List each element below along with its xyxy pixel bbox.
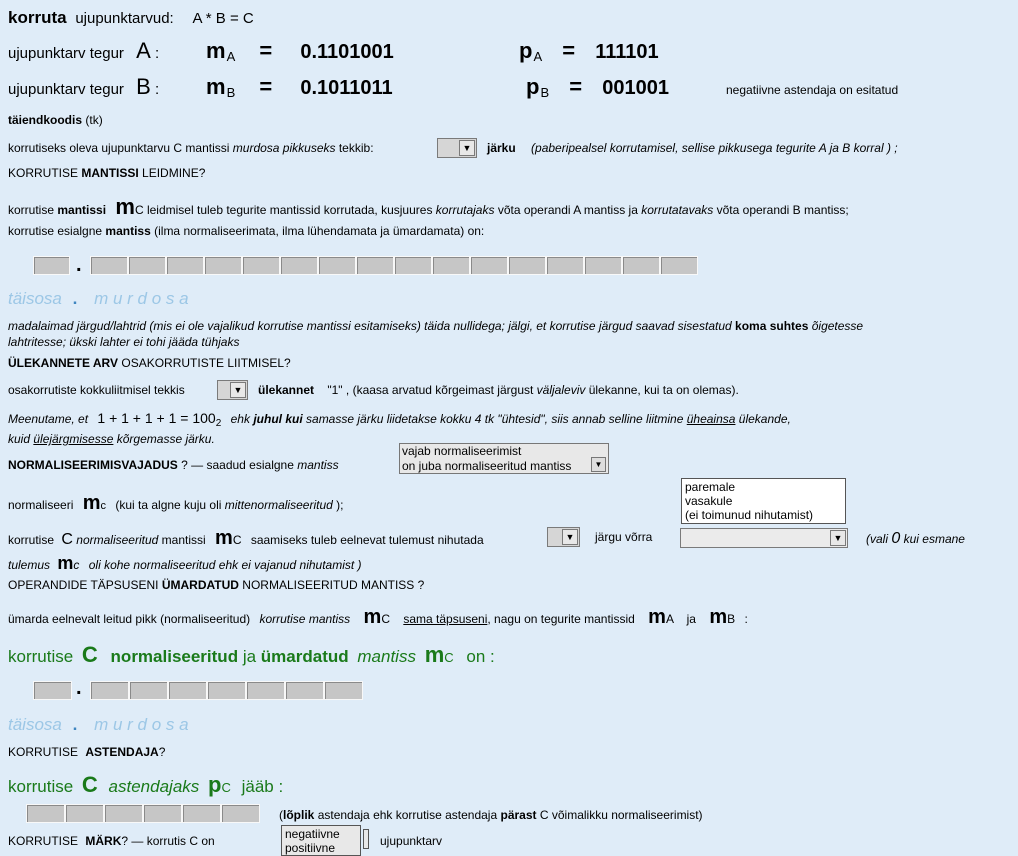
shift-mid: mantissi [161,533,206,547]
exponent-digit-cell[interactable] [143,804,182,823]
m-a-symbol: m [206,38,226,63]
ml2-t1: korrutise esialgne [8,224,103,238]
reminder-i1: Meenutame, et [8,412,89,426]
complement-bold: täiendkoodis [8,113,83,127]
shift-option-1[interactable]: vasakule [685,494,733,508]
m-a-sub: A [226,49,236,64]
p-a-value: 111101 [595,41,659,63]
shift-option-2[interactable]: (ei toimunud nihutamist) [685,508,814,522]
shift-C: C [61,531,73,548]
fraction-digit-cell[interactable] [394,256,432,275]
round-pre: OPERANDIDE TÄPSUSENI [8,578,159,592]
labels1 [8,289,189,309]
heading-pre: KORRUTISE [8,166,79,180]
roundl-ja: ja [686,612,696,626]
carry-post2: ülekanne, kui ta on olemas). [588,383,739,397]
carry-rest: OSAKORRUTISTE LIITMISEL? [121,356,291,370]
sign-pre: KORRUTISE [8,834,79,848]
re-t1: korrutise [8,777,74,796]
re-t3: jääb : [241,777,284,796]
p-b-eq: = [569,74,583,99]
fraction-length-select[interactable] [437,138,477,158]
roundl-mA: m [648,606,666,628]
sign-bold: MÄRK [85,834,122,848]
roundl-end: : [744,612,748,626]
fraction-length-mid: tekkib: [338,141,374,155]
title-ujupunktarvud: ujupunktarvud: [75,10,174,27]
p-a-eq: = [562,38,576,63]
sign-line [8,834,215,848]
fraction-digit-cell[interactable] [508,256,546,275]
reminder-i6: kõrgemasse järku. [116,432,215,446]
sign-select-scrollbar[interactable] [363,829,369,849]
fraction-digit-cell[interactable] [660,256,698,275]
exponent-digit-cell[interactable] [104,804,143,823]
sign-option-1[interactable]: positiivne [285,841,336,855]
factor-b-line [8,74,159,100]
rm-t3: ja [242,647,257,666]
fraction-digit-cell[interactable] [166,256,204,275]
shift-msub: C [232,533,242,547]
normalization-line [8,458,339,472]
shift-italic: normaliseeritud [76,533,159,547]
labels1-murdosa: m u r d o s a [94,289,189,308]
fraction-digit-cell[interactable] [90,256,128,275]
zeros-note-line2: lahtritesse; ükski lahter ei tohi jääda tühjaks [8,335,240,349]
mantissa-a [206,38,394,64]
fraction-digit-cell[interactable] [318,256,356,275]
exponent-a [519,38,659,64]
fraction-digit-cell[interactable] [356,256,394,275]
integer-digit-cell[interactable] [33,256,70,275]
fraction-digit-cell[interactable] [280,256,318,275]
normalization-italic: mantiss [297,458,339,472]
sign-post: ujupunktarv [380,834,443,848]
reminder-u1: üheainsa [686,412,736,426]
shift-m: m [215,527,233,549]
carry-one: "1" [327,383,343,397]
normalization-select[interactable] [399,443,609,474]
complement-rest: (tk) [85,113,103,127]
ml1-t3: võta operandi A mantiss ja [497,203,638,217]
normalize-line [8,492,343,515]
factor-a-colon: : [154,45,160,62]
section-round-heading [8,578,424,592]
title-formula: A * B = C [192,10,254,27]
shift-note-a: (vali [866,532,889,546]
heading-post: LEIDMINE? [142,166,206,180]
labels2-murdosa: m u r d o s a [94,715,189,734]
carry-italic: väljaleviv [536,383,586,397]
ml2-t2: (ilma normaliseerimata, ilma lühendamata ja ümardamata) on: [154,224,485,238]
m-a-value: 0.1101001 [300,41,394,63]
re-psub: C [221,780,231,795]
labels2-taisosa: täisosa [8,715,62,734]
chevron-down-icon[interactable]: ▼ [459,140,475,156]
shift-post: saamiseks tuleb eelnevat tulemust nihutada [250,533,484,547]
row2-dot: . [76,677,82,699]
exponent-digit-cell[interactable] [26,804,65,823]
fraction-length-pre: korrutiseks oleva ujupunktarvu C mantissi [8,141,230,155]
reminder-sum: 1 + 1 + 1 + 1 = 100 [97,410,216,426]
roundl-post: , nagu on tegurite mantissid [487,612,635,626]
m-b-symbol: m [206,74,226,99]
ml1-t2: leidmisel tuleb tegurite mantissid korrutada, kusjuures [146,203,433,217]
reminder-line1 [8,410,791,429]
result-exp-heading [8,772,283,798]
reminder-i4: ülekande, [738,412,791,426]
shift-note-b: kui esmane [903,532,965,546]
reminder-sub: 2 [215,418,222,429]
exponent-digit-cell[interactable] [65,804,104,823]
exp-note-t2: C võimalikku normaliseerimist) [539,808,703,822]
mantissa-b [206,74,393,100]
shift2-i1: tulemus [8,558,51,572]
fraction-length-post [487,141,898,155]
chevron-down-icon[interactable]: ▼ [830,530,846,546]
fraction-digit-cell[interactable] [246,681,285,700]
fraction-digit-cell[interactable] [622,256,660,275]
ml1-t1: korrutise [8,203,55,217]
chevron-down-icon[interactable]: ▼ [562,529,578,545]
carry-count-select[interactable] [217,380,248,400]
mantissa-line2 [8,224,484,238]
fraction-digit-cell[interactable] [168,681,207,700]
roundl-italic: korrutise mantiss [259,612,351,626]
factor-b-label: ujupunktarv tegur [8,81,124,98]
shift-note-zero: 0 [891,530,901,547]
factor-a-label: ujupunktarv tegur [8,45,124,62]
zeros-note-c: õigetesse [811,319,864,333]
ml1-m: m [115,194,135,219]
roundl-msub: C [381,612,390,626]
rm-t6: on : [466,647,495,666]
rm-msub: C [444,650,454,665]
exp-pre: KORRUTISE [8,745,79,759]
shift-note [866,530,965,548]
section-mantissa-heading [8,166,205,180]
factor-a-letter: A [136,38,151,63]
normalization-option-1[interactable]: on juba normaliseeritud mantiss [402,459,572,473]
shift-direction-select[interactable] [680,528,848,548]
integer-digit-cell[interactable] [33,681,72,700]
re-C: C [81,772,98,797]
labels2 [8,715,189,735]
p-b-sub: B [540,85,550,100]
factor-b-letter: B [136,74,151,99]
exp-note-open: ( [279,808,283,822]
p-b-value: 001001 [602,77,669,99]
roundl-underline: sama täpsuseni [403,612,488,626]
negative-exponent-note: negatiivne astendaja on esitatud [726,83,899,97]
reminder-line2 [8,432,215,446]
carry-line-pre: osakorrutiste kokkuliitmisel tekkis [8,383,185,397]
reminder-b1: juhul kui [253,412,303,426]
section-carry-heading [8,356,291,370]
carry-post: , (kaasa arvatud kõrgeimast järgust [345,383,534,397]
exponent-digit-cell[interactable] [221,804,260,823]
exp-note-b1: lõplik [283,808,315,822]
shift2-msub: c [73,558,80,572]
zeros-note-line1 [8,319,863,333]
carry-line-post [258,383,739,397]
zeros-note-b: koma suhtes [735,319,809,333]
m-b-eq: = [259,74,273,99]
fraction-digit-cell[interactable] [128,256,166,275]
fraction-digit-cell[interactable] [584,256,622,275]
re-t2: astendajaks [108,777,200,796]
shift-post2: järgu võrra [595,530,653,544]
reminder-i2: ehk [230,412,250,426]
shift-pre: korrutise [8,533,55,547]
ml1-t2i: korrutajaks [435,203,495,217]
result-mantissa-heading [8,642,495,668]
shift-line2 [8,553,362,574]
fraction-digit-cell[interactable] [324,681,363,700]
roundl-mBsub: B [727,612,736,626]
title-line [8,8,254,28]
reminder-i3: samasse järku liidetakse kokku 4 tk "ühtesid", siis annab selline liitmine [306,412,684,426]
labels1-taisosa: täisosa [8,289,62,308]
round-post: NORMALISEERITUD MANTISS ? [242,578,425,592]
exp-note-t1: astendaja ehk korrutise astendaja [317,808,498,822]
heading-bold: MANTISSI [81,166,139,180]
labels2-dot: . [72,715,78,734]
roundl-m: m [363,606,382,628]
ml1-t4: võta operandi B mantiss; [716,203,849,217]
fraction-digit-cell[interactable] [204,256,242,275]
ml1-t1b: mantissi [57,203,107,217]
labels1-dot: . [72,289,78,308]
fraction-length-text [8,141,374,155]
ml1-t3i: korrutatavaks [641,203,714,217]
reminder-u2: ülejärgmisesse [33,432,114,446]
reminder-i5: kuid [8,432,31,446]
rm-C: C [81,642,98,667]
p-a-symbol: p [519,38,533,63]
roundl-pre: ümarda eelnevalt leitud pikk (normaliseeritud) [8,612,251,626]
normalization-bold: NORMALISEERIMISVAJADUS [8,458,178,472]
shift-option-0[interactable]: paremale [685,480,736,494]
round-line [8,606,748,629]
roundl-mB: m [709,606,728,628]
normalization-q: ? — saadud esialgne [181,458,294,472]
m-a-eq: = [259,38,273,63]
complement-note [8,113,103,127]
shift-count-select[interactable] [547,527,580,547]
shift-line [8,527,484,550]
rm-t5: mantiss [357,647,416,666]
fraction-digit-cell[interactable] [90,681,129,700]
rm-m: m [424,642,445,667]
normalize-end: ); [336,498,344,512]
shift-direction-listbox[interactable] [681,478,846,524]
factor-b-colon: : [154,81,160,98]
p-a-sub: A [533,49,543,64]
exp-bold: ASTENDAJA [85,745,159,759]
row1-dot: . [76,254,82,276]
exponent-b [526,74,669,100]
section-exp-heading [8,745,165,759]
fraction-digit-cell[interactable] [207,681,246,700]
normalize-post: (kui ta algne kuju oli [115,498,222,512]
exponent-digit-cell[interactable] [182,804,221,823]
ml2-t1b: mantiss [105,224,151,238]
exp-note [279,808,703,822]
fraction-digit-cell[interactable] [546,256,584,275]
exp-note-b2: pärast [500,808,537,822]
m-b-value: 0.1011011 [300,77,393,99]
fraction-digit-cell[interactable] [285,681,324,700]
zeros-note-a: madalaimad järgud/lahtrid (mis ei ole vajalikud korrutise mantissi esitamiseks) täida nullidega; jälgi, et korrutise järgud saavad sisestatud [8,319,732,333]
re-p: p [208,772,222,797]
ml1-msub: C [134,203,144,217]
normalize-m: m [82,492,101,514]
fraction-digit-cell[interactable] [470,256,508,275]
sign-mid: ? — korrutis C on [121,834,215,848]
normalization-option-0[interactable]: vajab normaliseerimist [402,444,522,458]
normalize-italic: mittenormaliseeritud [224,498,333,512]
chevron-down-icon[interactable]: ▼ [591,457,606,472]
fraction-digit-cell[interactable] [242,256,280,275]
factor-a-line [8,38,159,64]
exp-post: ? [158,745,166,759]
roundl-mAsub: A [665,612,674,626]
round-bold: ÜMARDATUD [161,578,239,592]
rm-t4: ümardatud [260,647,349,666]
normalize-pre: normaliseeri [8,498,74,512]
p-b-symbol: p [526,74,540,99]
shift2-i2: oli kohe normaliseeritud ehk ei vajanud nihutamist ) [88,558,362,572]
sign-select[interactable] [281,825,361,856]
fraction-length-italic: murdosa pikkuseks [232,141,336,155]
normalize-msub: c [100,500,106,512]
shift2-m: m [57,553,74,573]
fraction-digit-cell[interactable] [432,256,470,275]
rm-t2: normaliseeritud [110,647,239,666]
fraction-length-italic-note: (paberipealsel korrutamisel, sellise pikkusega tegurite A ja B korral ) ; [531,141,898,155]
sign-option-0[interactable]: negatiivne [285,827,340,841]
fraction-digit-cell[interactable] [129,681,168,700]
carry-bold: ÜLEKANNETE ARV [8,356,119,370]
m-b-sub: B [226,85,236,100]
title-korruta: korruta [8,8,67,27]
rm-t1: korrutise [8,647,74,666]
mantissa-line1 [8,194,849,220]
chevron-down-icon[interactable]: ▼ [230,382,246,398]
jarku-label: järku [487,141,516,155]
carry-ulekannet: ülekannet [258,383,315,397]
